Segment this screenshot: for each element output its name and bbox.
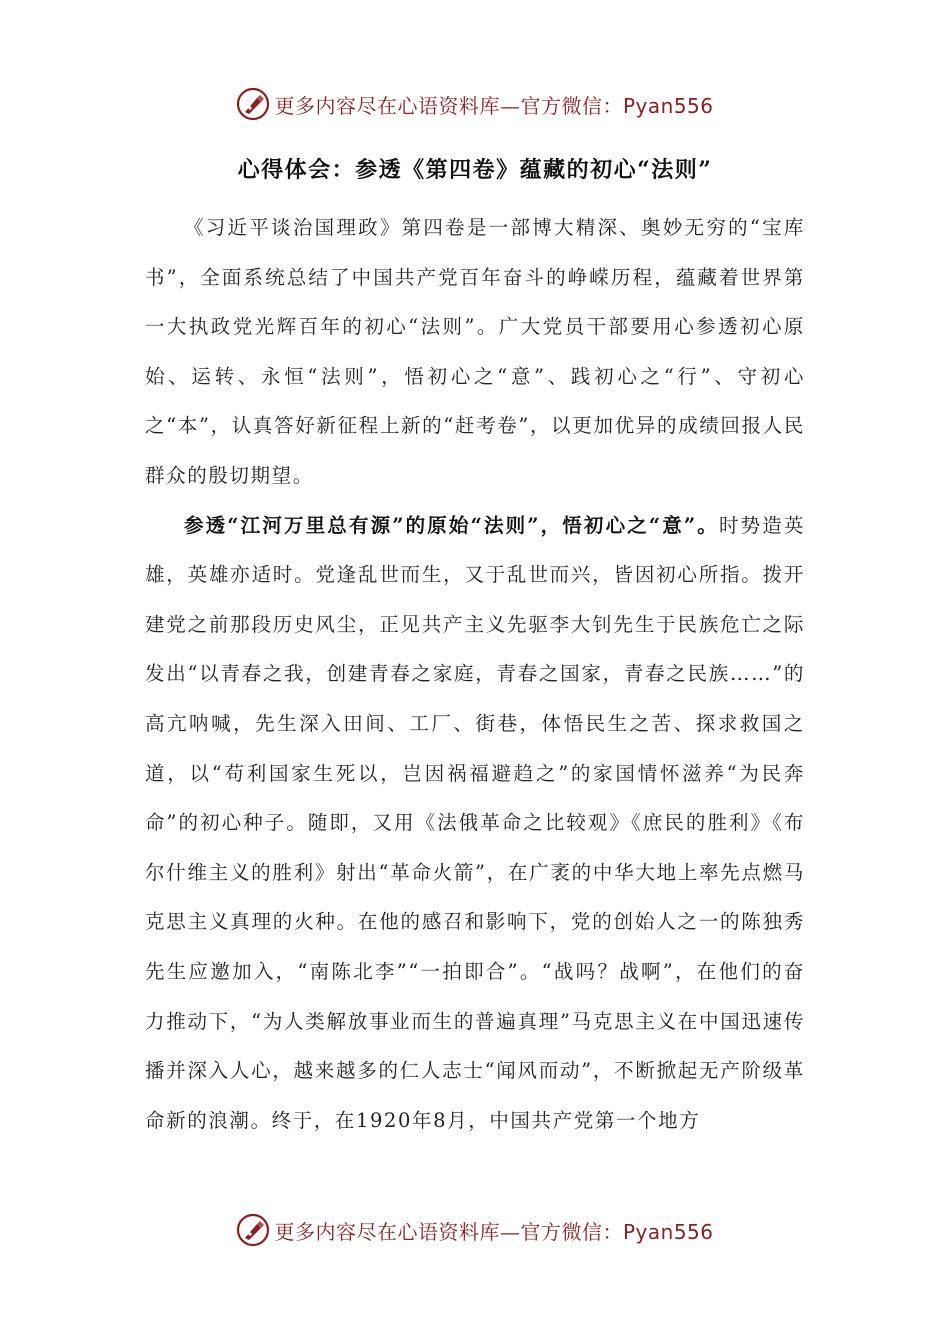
footer-watermark-banner <box>0 1208 950 1252</box>
pen-nib-logo-icon <box>236 87 270 121</box>
watermark-text: 更多内容尽在心语资料库—官方微信： <box>274 1219 623 1244</box>
section-body-text: 时势造英雄，英雄亦适时。党逢乱世而生，又于乱世而兴，皆因初心所指。拨开建党之前那段历史风尘，正见共产主义先驱李大钊先生于民族危亡之际发出“以青春之我，创建青春之家庭，青春之国家，青春之民族……”的高亢呐喊，先生深入田间、工厂、街巷，体悟民生之苦、探求救国之道，以“苟利国家生死以，岂因祸福避趋之”的家国情怀滋养“为民奔命”的初心种子。随即，又用《法俄革命之比较观》《庶民的胜利》《布尔什维主义的胜利》射出“革命火箭”，在广袤的中华大地上率先点燃马克思主义真理的火种。在他的感召和影响下，党的创始人之一的陈独秀先生应邀加入，“南陈北李”“一拍即合”。“战吗？战啊”，在他们的奋力推动下，“为人类解放事业而生的普遍真理”马克思主义在中国迅速传播并深入人心，越来越多的仁人志士“闻风而动”，不断掀起无产阶级革命新的浪潮。终于，在1920年8月，中国共产党第一个地方 <box>145 513 805 1132</box>
paragraph-section-1 <box>145 501 805 1146</box>
document-body <box>145 203 805 1145</box>
document-title: 心得体会：参透《第四卷》蕴藏的初心“法则” <box>237 157 713 183</box>
header-watermark-banner <box>0 82 950 126</box>
paragraph-intro: 《习近平谈治国理政》第四卷是一部博大精深、奥妙无穷的“宝库书”，全面系统总结了中国共产党百年奋斗的峥嵘历程，蕴藏着世界第一大执政党光辉百年的初心“法则”。广大党员干部要用心参透初心原始、运转、永恒“法则”，悟初心之“意”、践初心之“行”、守初心之“本”，认真答好新征程上新的“赶考卷”，以更加优异的成绩回报人民群众的殷切期望。 <box>145 216 805 487</box>
wechat-id: Pyan556 <box>622 1219 714 1244</box>
section-heading-lead: 参透“江河万里总有源”的原始“法则”，悟初心之“意”。 <box>184 513 719 537</box>
pen-nib-logo-icon <box>236 1213 270 1247</box>
wechat-id: Pyan556 <box>622 93 714 118</box>
watermark-text: 更多内容尽在心语资料库—官方微信： <box>274 93 623 118</box>
